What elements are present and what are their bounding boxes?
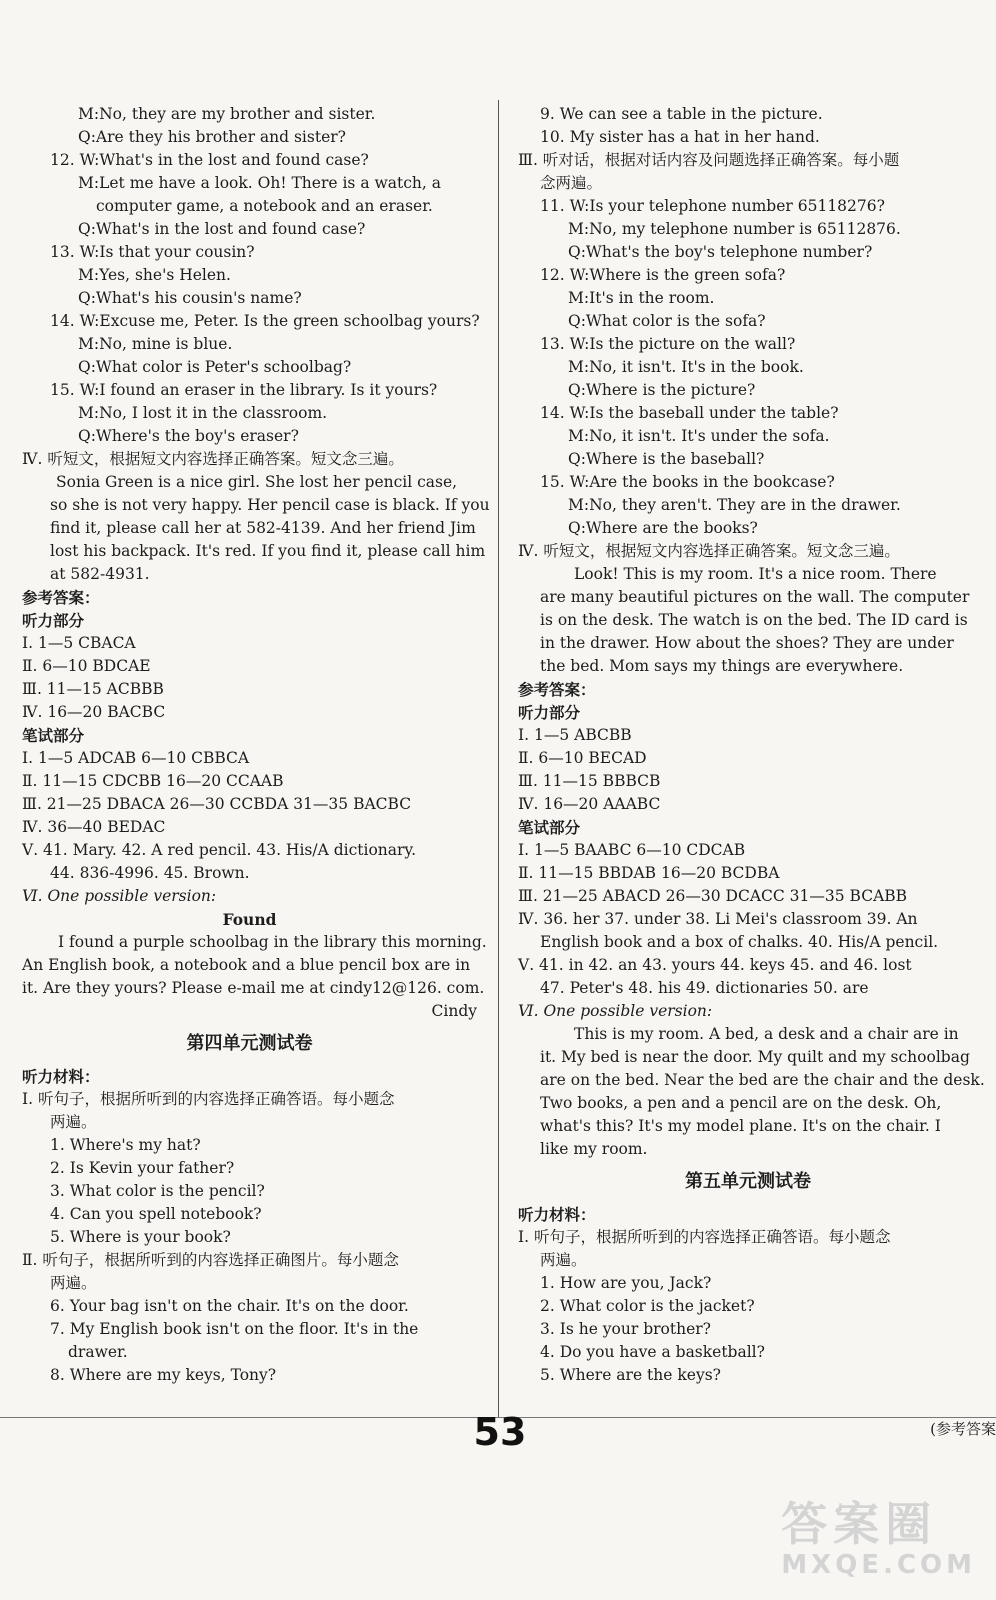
page-number: 53 bbox=[473, 1410, 527, 1454]
text-line: are many beautiful pictures on the wall. The computer bbox=[540, 588, 970, 606]
text-line: M:It's in the room. bbox=[568, 289, 715, 307]
text-line: M:No, mine is blue. bbox=[78, 335, 233, 353]
text-line: 2. What color is the jacket? bbox=[540, 1297, 755, 1315]
text-line: 4. Do you have a basketball? bbox=[540, 1343, 765, 1361]
text-line: Ⅴ. 41. in 42. an 43. yours 44. keys 45. and 46. lost bbox=[518, 956, 912, 974]
text-line: 12. W:Where is the green sofa? bbox=[540, 266, 786, 284]
text-line: Ⅰ. 1—5 ABCBB bbox=[518, 726, 632, 744]
text-line: English book and a box of chalks. 40. His/A pencil. bbox=[540, 933, 939, 951]
text-line: what's this? It's my model plane. It's on the chair. I bbox=[540, 1117, 941, 1135]
text-line: 4. Can you spell notebook? bbox=[50, 1205, 262, 1223]
text-line: M:Let me have a look. Oh! There is a watch, a bbox=[78, 174, 441, 192]
text-line: Ⅲ. 11—15 ACBBB bbox=[22, 680, 164, 698]
text-line: in the drawer. How about the shoes? They are under bbox=[540, 634, 954, 652]
text-line: computer game, a notebook and an eraser. bbox=[96, 197, 433, 215]
text-line: M:No, it isn't. It's in the book. bbox=[568, 358, 804, 376]
text-line: 13. W:Is that your cousin? bbox=[50, 243, 255, 261]
text-line: Ⅱ. 6—10 BDCAE bbox=[22, 657, 151, 675]
text-line: 1. Where's my hat? bbox=[50, 1136, 201, 1154]
text-line: M:No, my telephone number is 65112876. bbox=[568, 220, 901, 238]
text-line: Ⅰ. 1—5 CBACA bbox=[22, 634, 136, 652]
text-line: Q:What color is the sofa? bbox=[568, 312, 766, 330]
text-line: 14. W:Is the baseball under the table? bbox=[540, 404, 839, 422]
text-line: M:Yes, she's Helen. bbox=[78, 266, 231, 284]
text-line: Q:Where's the boy's eraser? bbox=[78, 427, 299, 445]
watermark-url: MXQE.COM bbox=[781, 1550, 976, 1580]
text-line: Q:Where is the baseball? bbox=[568, 450, 765, 468]
text-line: Ⅳ. 听短文，根据短文内容选择正确答案。短文念三遍。 bbox=[518, 542, 900, 560]
text-line: it. My bed is near the door. My quilt and my schoolbag bbox=[540, 1048, 970, 1066]
text-line: M:No, they are my brother and sister. bbox=[78, 105, 376, 123]
text-line: 5. Where are the keys? bbox=[540, 1366, 721, 1384]
text-line: Ⅰ. 听句子，根据所听到的内容选择正确答语。每小题念 bbox=[518, 1228, 891, 1246]
text-line: 9. We can see a table in the picture. bbox=[540, 105, 823, 123]
text-line: 8. Where are my keys, Tony? bbox=[50, 1366, 277, 1384]
text-line: Ⅰ. 1—5 BAABC 6—10 CDCAB bbox=[518, 841, 746, 859]
text-line: Ⅲ. 11—15 BBBCB bbox=[518, 772, 661, 790]
text-line: Q:What color is Peter's schoolbag? bbox=[78, 358, 352, 376]
text-line: 听力材料： bbox=[518, 1205, 596, 1224]
text-line: is on the desk. The watch is on the bed. The ID card is bbox=[540, 611, 968, 629]
text-line: find it, please call her at 582-4139. And her friend Jim bbox=[50, 519, 476, 537]
text-line: Sonia Green is a nice girl. She lost her pencil case, bbox=[56, 473, 458, 491]
text-line: like my room. bbox=[540, 1140, 648, 1158]
text-line: Ⅳ. 36—40 BEDAC bbox=[22, 818, 166, 836]
text-line: Ⅳ. 16—20 BACBC bbox=[22, 703, 166, 721]
text-line: Ⅱ. 听句子，根据所听到的内容选择正确图片。每小题念 bbox=[22, 1251, 399, 1269]
text-line: Ⅳ. 听短文，根据短文内容选择正确答案。短文念三遍。 bbox=[22, 450, 404, 468]
text-line: drawer. bbox=[68, 1343, 128, 1361]
text-line: Ⅱ. 6—10 BECAD bbox=[518, 749, 647, 767]
text-line: 47. Peter's 48. his 49. dictionaries 50. are bbox=[540, 979, 869, 997]
text-line: Ⅴ. 41. Mary. 42. A red pencil. 43. His/A dictionary. bbox=[22, 841, 417, 859]
text-line: Ⅵ. One possible version: bbox=[22, 887, 217, 905]
text-line: Q:Where is the picture? bbox=[568, 381, 756, 399]
answer-key-tab: (参考答案 bbox=[930, 1420, 996, 1438]
text-line: 14. W:Excuse me, Peter. Is the green schoolbag yours? bbox=[50, 312, 480, 330]
text-line: Ⅱ. 11—15 BBDAB 16—20 BCDBA bbox=[518, 864, 780, 882]
text-line: 12. W:What's in the lost and found case? bbox=[50, 151, 369, 169]
text-line: 两遍。 bbox=[50, 1113, 97, 1131]
text-line: 笔试部分 bbox=[518, 818, 581, 837]
text-line: 两遍。 bbox=[50, 1274, 97, 1292]
text-line: Q:Where are the books? bbox=[568, 519, 758, 537]
text-line: 3. What color is the pencil? bbox=[50, 1182, 265, 1200]
text-line: Ⅲ. 21—25 DBACA 26—30 CCBDA 31—35 BACBC bbox=[22, 795, 412, 813]
text-line: Ⅵ. One possible version: bbox=[518, 1002, 713, 1020]
text-line: 听力部分 bbox=[518, 703, 581, 722]
text-line: the bed. Mom says my things are everywhere. bbox=[540, 657, 904, 675]
text-line: Ⅳ. 36. her 37. under 38. Li Mei's classroom 39. An bbox=[518, 910, 918, 928]
text-line: it. Are they yours? Please e-mail me at cindy12@126. com. bbox=[22, 979, 485, 997]
text-line: Look! This is my room. It's a nice room. There bbox=[574, 565, 937, 583]
section-title: 第四单元测试卷 bbox=[186, 1033, 313, 1054]
text-line: lost his backpack. It's red. If you find it, please call him bbox=[50, 542, 486, 560]
text-line: 13. W:Is the picture on the wall? bbox=[540, 335, 796, 353]
text-line: are on the bed. Near the bed are the chair and the desk. bbox=[540, 1071, 985, 1089]
section-title: 第五单元测试卷 bbox=[685, 1171, 811, 1192]
text-line: Ⅲ. 21—25 ABACD 26—30 DCACC 31—35 BCABB bbox=[518, 887, 908, 905]
text-line: Ⅳ. 16—20 AAABC bbox=[518, 795, 661, 813]
text-line: at 582-4931. bbox=[50, 565, 150, 583]
text-line: 7. My English book isn't on the floor. It's in the bbox=[50, 1320, 419, 1338]
text-line: I found a purple schoolbag in the library this morning. bbox=[58, 933, 487, 951]
text-line: 1. How are you, Jack? bbox=[540, 1274, 712, 1292]
text-line: 念两遍。 bbox=[540, 174, 603, 192]
text-line: 听力材料： bbox=[22, 1067, 100, 1086]
text-line: Q:Are they his brother and sister? bbox=[78, 128, 346, 146]
watermark-logo bbox=[781, 1488, 976, 1580]
text-line: An English book, a notebook and a blue pencil box are in bbox=[22, 956, 471, 974]
text-line: so she is not very happy. Her pencil case is black. If you bbox=[50, 496, 490, 514]
text-line: 2. Is Kevin your father? bbox=[50, 1159, 235, 1177]
text-line: Cindy bbox=[431, 1002, 477, 1020]
text-line: Q:What's the boy's telephone number? bbox=[568, 243, 873, 261]
text-line: Two books, a pen and a pencil are on the desk. Oh, bbox=[540, 1094, 942, 1112]
watermark-text: 答案圈 bbox=[781, 1497, 938, 1551]
text-line: 6. Your bag isn't on the chair. It's on the door. bbox=[50, 1297, 409, 1315]
text-line: Ⅰ. 1—5 ADCAB 6—10 CBBCA bbox=[22, 749, 250, 767]
text-line: 参考答案： bbox=[518, 680, 596, 699]
left-column bbox=[22, 103, 490, 1387]
text-line: 笔试部分 bbox=[22, 726, 85, 745]
right-column bbox=[518, 103, 985, 1387]
text-line: Ⅱ. 11—15 CDCBB 16—20 CCAAB bbox=[22, 772, 284, 790]
text-line: 15. W:I found an eraser in the library. Is it yours? bbox=[50, 381, 438, 399]
text-line: Ⅲ. 听对话，根据对话内容及问题选择正确答案。每小题 bbox=[518, 151, 900, 169]
text-line: M:No, they aren't. They are in the drawer. bbox=[568, 496, 901, 514]
text-line: 听力部分 bbox=[22, 611, 85, 630]
text-line: 3. Is he your brother? bbox=[540, 1320, 711, 1338]
text-line: 15. W:Are the books in the bookcase? bbox=[540, 473, 835, 491]
text-line: M:No, it isn't. It's under the sofa. bbox=[568, 427, 830, 445]
text-line: 两遍。 bbox=[540, 1251, 587, 1269]
text-line: Found bbox=[222, 910, 277, 929]
text-line: 44. 836-4996. 45. Brown. bbox=[50, 864, 250, 882]
text-line: 11. W:Is your telephone number 65118276? bbox=[540, 197, 885, 215]
text-line: Ⅰ. 听句子，根据所听到的内容选择正确答语。每小题念 bbox=[22, 1090, 395, 1108]
text-line: 10. My sister has a hat in her hand. bbox=[540, 128, 820, 146]
text-line: This is my room. A bed, a desk and a chair are in bbox=[574, 1025, 959, 1043]
text-line: 参考答案： bbox=[22, 588, 100, 607]
text-line: Q:What's his cousin's name? bbox=[78, 289, 302, 307]
text-line: M:No, I lost it in the classroom. bbox=[78, 404, 328, 422]
text-line: 5. Where is your book? bbox=[50, 1228, 231, 1246]
column-divider bbox=[498, 100, 499, 1418]
text-line: Q:What's in the lost and found case? bbox=[78, 220, 366, 238]
